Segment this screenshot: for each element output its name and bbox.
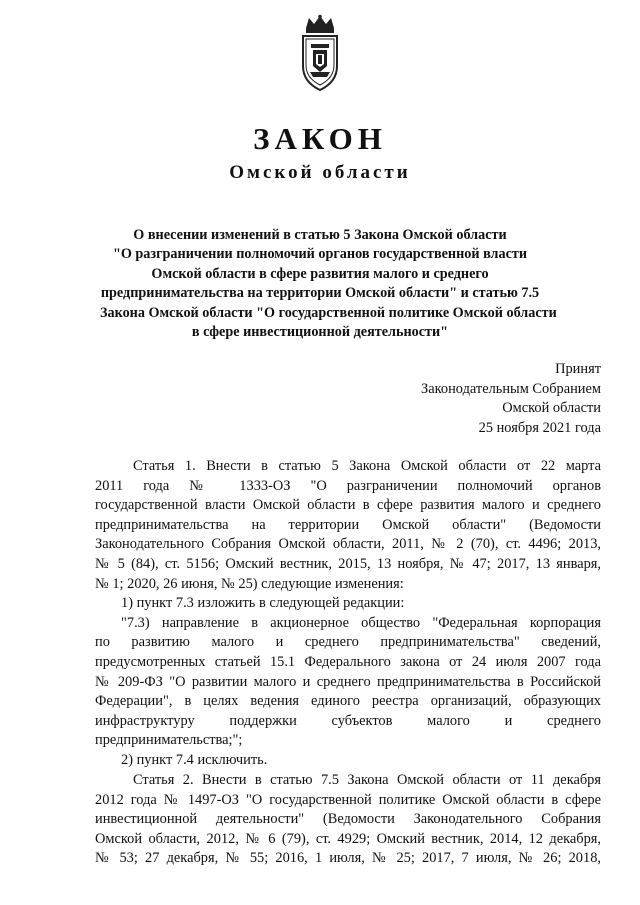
law-heading <box>100 226 557 342</box>
article-1-line: Федерации", в целях ведения единого реестра организаций, образующих <box>95 693 601 710</box>
region-subtitle: Омской области <box>229 162 411 183</box>
article-2-line: Омской области, 2012, № 6 (79), ст. 4929; Омский вестник, 2014, 12 декабря, <box>95 830 601 847</box>
article-1-line: инфраструктуру поддержки субъектов малого и среднего <box>95 712 601 729</box>
adoption-region: Омской области <box>502 400 601 417</box>
article-1-line: государственной власти Омской области в сфере развития малого и среднего <box>95 497 601 514</box>
article-1-line: по развитию малого и среднего предпринимательства" сведений, <box>95 634 601 651</box>
article-1-line: № 1; 2020, 26 июня, № 25) следующие изменения: <box>95 575 404 592</box>
article-1 <box>95 457 601 771</box>
heading-line: Омской области в сфере развития малого и среднего <box>151 265 489 282</box>
article-1-line: 2011 года № 1333-ОЗ "О разграничении полномочий органов <box>95 477 601 494</box>
heading-line: в сфере инвестиционной деятельности" <box>191 324 449 341</box>
article-1-line: № 5 (84), ст. 5156; Омский вестник, 2015, 13 ноября, № 47; 2017, 13 января, <box>95 555 601 572</box>
article-1-item: 1) пункт 7.3 изложить в следующей редакции: <box>121 595 405 612</box>
article-1-line: Законодательного Собрания Омской области, 2011, № 2 (70), ст. 4496; 2013, <box>95 536 601 553</box>
article-1-line: предпринимательства на территории Омской области" (Ведомости <box>95 516 601 533</box>
article-1-line: № 209-ФЗ "О развитии малого и среднего предпринимательства в Российской <box>95 673 601 690</box>
heading-line: Закона Омской области "О государственной политике Омской области <box>100 304 557 321</box>
heading-line: предпринимательства на территории Омской области" и статью 7.5 <box>100 285 540 302</box>
law-title: ЗАКОН <box>253 121 387 156</box>
article-1-line: предусмотренных статьей 15.1 Федерального закона от 24 июля 2007 года <box>95 653 601 670</box>
heading-line: О внесении изменений в статью 5 Закона Омской области <box>133 227 507 243</box>
article-2-line: инвестиционной деятельности" (Ведомости Законодательного Собрания <box>95 811 601 828</box>
adoption-date: 25 ноября 2021 года <box>478 419 601 436</box>
article-1-line: Статья 1. Внести в статью 5 Закона Омской области от 22 марта <box>133 458 601 474</box>
heading-line: "О разграничении полномочий органов государственной власти <box>112 246 528 263</box>
coat-of-arms-icon <box>298 14 342 92</box>
article-2-line: 2012 года № 1497-ОЗ "О государственной политике Омской области в сфере <box>95 791 601 808</box>
adoption-body: Законодательным Собранием <box>421 380 601 397</box>
article-2 <box>95 771 601 869</box>
adoption-label: Принят <box>555 361 601 377</box>
article-1-item: 2) пункт 7.4 исключить. <box>121 751 268 768</box>
article-2-line: Статья 2. Внести в статью 7.5 Закона Омской области от 11 декабря <box>133 772 601 788</box>
article-2-line: № 53; 27 декабря, № 55; 2016, 1 июля, № 25; 2017, 7 июля, № 26; 2018, <box>95 850 601 867</box>
adoption-block <box>421 360 601 438</box>
article-1-line: предпринимательства;"; <box>95 732 243 749</box>
article-1-line: "7.3) направление в акционерное общество "Федеральная корпорация <box>121 614 601 631</box>
